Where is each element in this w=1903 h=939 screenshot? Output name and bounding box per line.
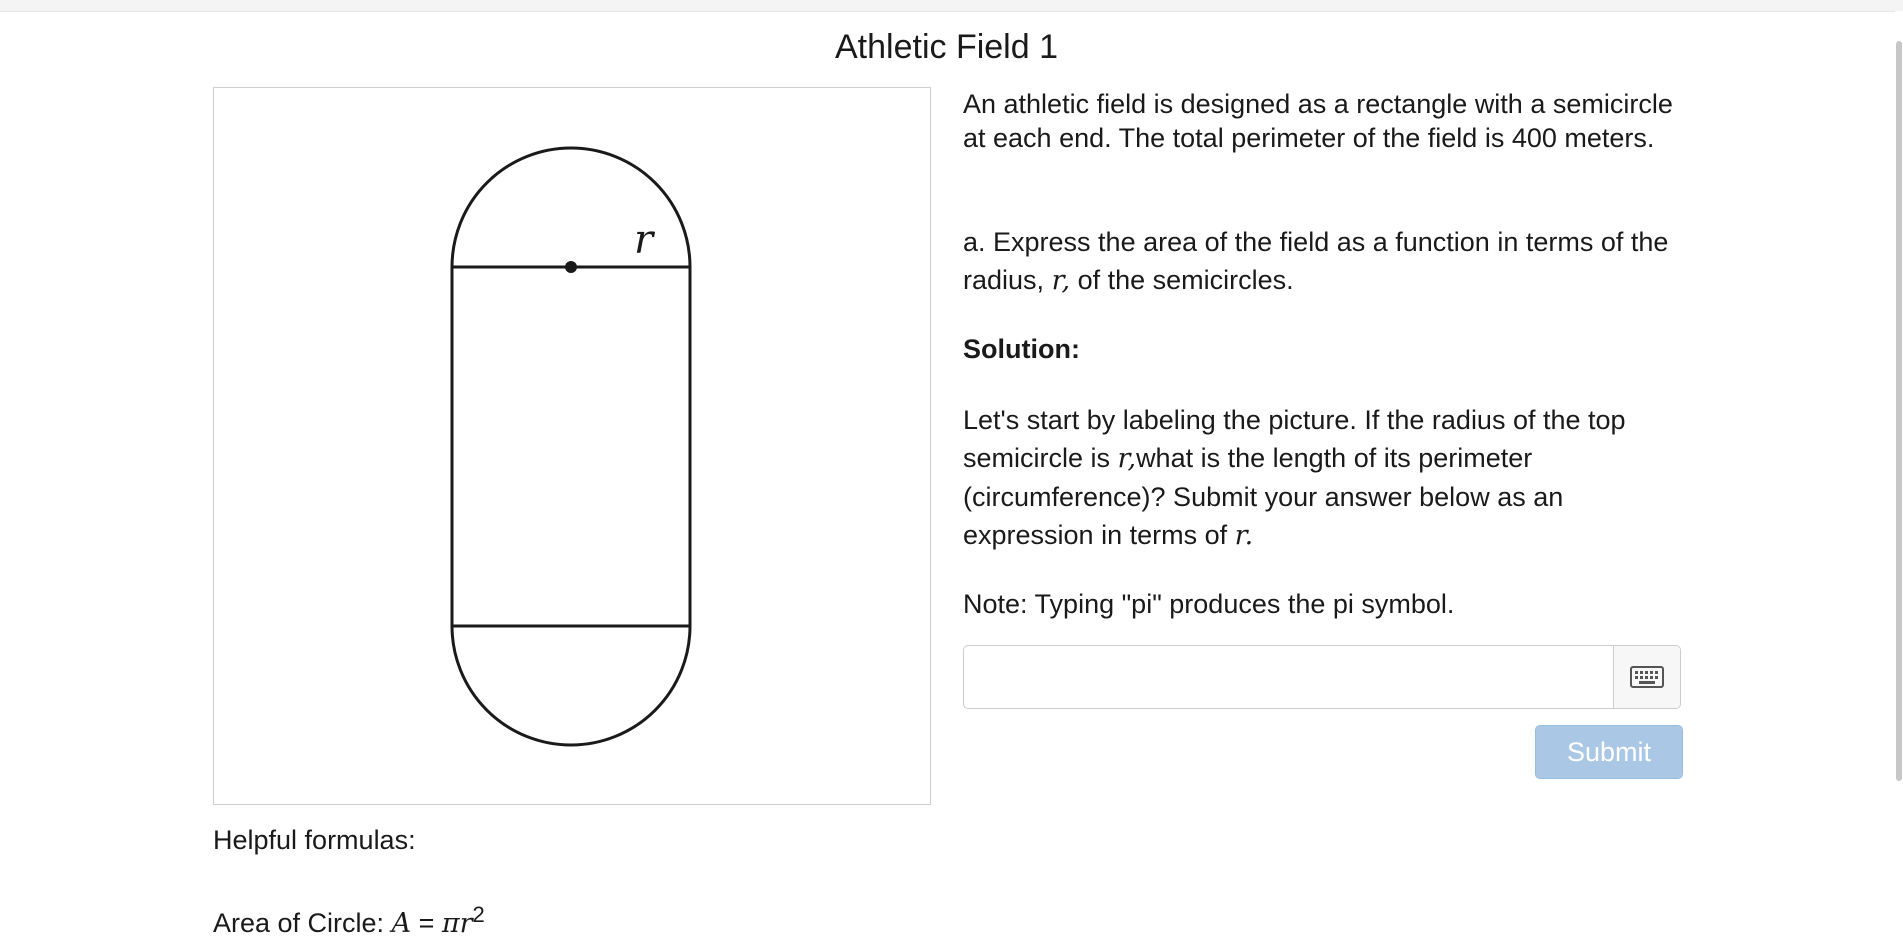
page-title: Athletic Field 1 (835, 28, 1058, 66)
problem-part-a (963, 223, 1683, 300)
pi-note: Note: Typing "pi" produces the pi symbol. (963, 589, 1455, 619)
problem-intro: An athletic field is designed as a rectangle with a semicircle at each end. The total perimeter of the field is 400 meters. (963, 89, 1673, 153)
keyboard-button[interactable] (1613, 646, 1680, 708)
prompt-text-cont: what is the length of its perimeter (circumference)? Submit your answer below as an expression in terms of (963, 443, 1564, 550)
part-a-text-end: of the semicircles. (1077, 265, 1294, 295)
radius-variable: r, (1117, 443, 1137, 474)
part-a-text: a. Express the area of the field as a function in terms of the radius, (963, 227, 1669, 295)
field-outline (452, 148, 690, 745)
formula-rhs: πr (441, 908, 473, 939)
athletic-field-figure (213, 87, 931, 805)
radius-label: r (634, 217, 654, 263)
scrollbar[interactable] (1895, 11, 1903, 939)
scrollbar-thumb[interactable] (1896, 41, 1902, 781)
formula-exponent: 2 (472, 902, 485, 927)
answer-field[interactable] (963, 645, 1681, 709)
radius-variable: r, (1051, 265, 1071, 296)
prompt-text: Let's start by labeling the picture. If the radius of the top semicircle is (963, 405, 1626, 473)
circle-area-formula (213, 902, 485, 939)
center-point (565, 261, 577, 273)
field-diagram (214, 88, 932, 806)
submit-button[interactable]: Submit (1535, 725, 1683, 779)
formula-label: Area of Circle: (213, 908, 385, 938)
answer-input[interactable] (964, 646, 1614, 708)
keyboard-icon (1630, 666, 1664, 688)
formula-equals: = (418, 908, 435, 938)
helpful-formulas-label: Helpful formulas: (213, 825, 416, 855)
browser-top-bar (0, 0, 1903, 12)
solution-prompt (963, 401, 1683, 555)
radius-variable: r. (1234, 520, 1254, 551)
formula-lhs: A (391, 908, 412, 939)
solution-heading: Solution: (963, 334, 1080, 364)
